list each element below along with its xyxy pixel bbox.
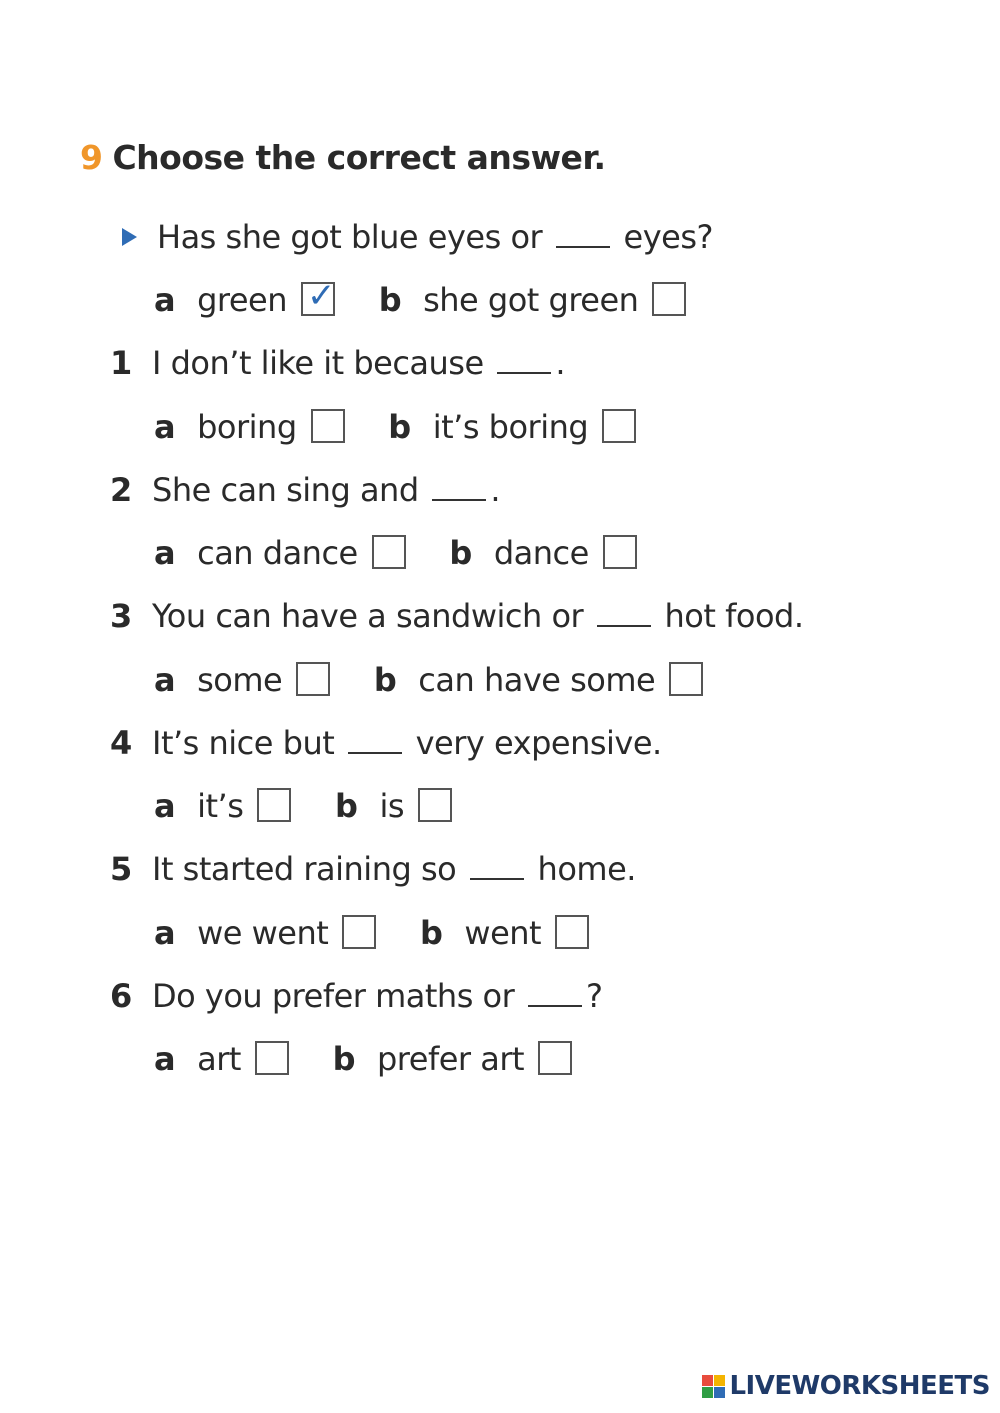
option-b — [335, 781, 452, 831]
question-number: 5 — [110, 850, 132, 888]
question-text-start: I don’t like it because — [152, 344, 484, 382]
question-text-end: home. — [537, 850, 636, 888]
option-letter: b — [335, 787, 358, 825]
question-3 — [110, 591, 804, 641]
option-b — [420, 908, 589, 958]
example-option-a — [154, 275, 335, 325]
checkbox-4a[interactable] — [257, 788, 291, 822]
answer-blank — [348, 744, 402, 754]
option-text: went — [464, 914, 542, 952]
answer-blank — [528, 997, 582, 1007]
answer-blank — [470, 870, 524, 880]
logo-square — [702, 1387, 713, 1398]
liveworksheets-logo[interactable] — [702, 1371, 990, 1401]
option-a — [154, 402, 345, 452]
exercise-title: Choose the correct answer. — [112, 138, 606, 177]
option-text: some — [197, 661, 283, 699]
option-letter: a — [154, 1040, 176, 1078]
option-text: can have some — [418, 661, 656, 699]
option-letter: a — [154, 534, 176, 572]
question-number: 6 — [110, 977, 132, 1015]
option-letter: a — [154, 281, 176, 319]
option-a — [154, 1034, 289, 1084]
option-text: it’s — [197, 787, 244, 825]
exercise-heading — [80, 138, 606, 177]
checkbox-example-a[interactable] — [301, 276, 336, 316]
question-number: 3 — [110, 597, 132, 635]
checkbox-2a[interactable] — [372, 535, 406, 569]
question-text-start: She can sing and — [152, 471, 419, 509]
option-text: can dance — [197, 534, 358, 572]
checkbox-3b[interactable] — [669, 662, 703, 696]
option-text: art — [197, 1040, 241, 1078]
answer-blank — [497, 364, 551, 374]
option-text: she got green — [423, 281, 639, 319]
question-3-options — [154, 655, 703, 705]
question-1 — [110, 338, 565, 388]
option-text: is — [379, 787, 405, 825]
question-number: 2 — [110, 471, 132, 509]
logo-square — [714, 1375, 725, 1386]
question-text-end: very expensive. — [415, 724, 662, 762]
checkbox-4b[interactable] — [418, 788, 452, 822]
question-text-end: hot food. — [664, 597, 804, 635]
question-text-start: You can have a sandwich or — [152, 597, 584, 635]
logo-square — [702, 1375, 713, 1386]
option-a — [154, 655, 330, 705]
checkbox-5a[interactable] — [342, 915, 376, 949]
option-b — [374, 655, 703, 705]
answer-blank — [432, 491, 486, 501]
question-number: 1 — [110, 344, 132, 382]
option-letter: b — [388, 408, 411, 446]
option-letter: b — [373, 661, 397, 699]
checkbox-example-b[interactable] — [652, 282, 686, 316]
checkmark-icon: ✓ — [307, 276, 336, 316]
logo-square — [714, 1387, 725, 1398]
question-6-options — [154, 1034, 572, 1084]
option-b — [333, 1034, 572, 1084]
question-text-start: Do you prefer maths or — [152, 977, 515, 1015]
option-a — [154, 528, 406, 578]
checkbox-1b[interactable] — [602, 409, 636, 443]
example-options — [154, 275, 686, 325]
option-text: prefer art — [376, 1040, 525, 1078]
question-2 — [110, 465, 500, 515]
question-text-end: . — [555, 344, 565, 382]
example-question-start: Has she got blue eyes or — [157, 218, 543, 256]
checkbox-2b[interactable] — [603, 535, 637, 569]
option-letter: a — [154, 787, 176, 825]
question-2-options — [154, 528, 637, 578]
exercise-number: 9 — [80, 138, 103, 177]
question-number: 4 — [110, 724, 132, 762]
example-option-b — [379, 275, 687, 325]
checkbox-5b[interactable] — [555, 915, 589, 949]
question-1-options — [154, 402, 636, 452]
option-text: boring — [197, 408, 297, 446]
option-letter: b — [449, 534, 472, 572]
answer-blank — [556, 238, 610, 248]
play-arrow-icon — [122, 228, 137, 246]
logo-grid-icon — [702, 1375, 725, 1398]
question-4 — [110, 718, 662, 768]
option-text: it’s boring — [432, 408, 589, 446]
option-b — [388, 402, 636, 452]
brand-name: LIVEWORKSHEETS — [729, 1371, 990, 1401]
example-question-end: eyes? — [623, 218, 713, 256]
option-letter: a — [154, 661, 176, 699]
option-a — [154, 781, 291, 831]
option-letter: a — [154, 408, 176, 446]
checkbox-3a[interactable] — [296, 662, 330, 696]
question-text-start: It’s nice but — [152, 724, 335, 762]
question-4-options — [154, 781, 452, 831]
question-6 — [110, 971, 602, 1021]
example-question — [110, 212, 713, 262]
option-b — [449, 528, 636, 578]
option-letter: a — [154, 914, 176, 952]
question-5 — [110, 844, 636, 894]
checkbox-6a[interactable] — [255, 1041, 289, 1075]
question-5-options — [154, 908, 589, 958]
question-text-start: It started raining so — [152, 850, 457, 888]
option-letter: b — [332, 1040, 355, 1078]
option-text: we went — [197, 914, 329, 952]
checkbox-6b[interactable] — [538, 1041, 572, 1075]
option-text: green — [197, 281, 288, 319]
question-text-end: . — [490, 471, 500, 509]
option-a — [154, 908, 376, 958]
option-text: dance — [493, 534, 589, 572]
option-letter: b — [378, 281, 402, 319]
option-letter: b — [419, 914, 443, 952]
checkbox-1a[interactable] — [311, 409, 345, 443]
question-text-end: ? — [585, 977, 603, 1015]
answer-blank — [597, 617, 651, 627]
